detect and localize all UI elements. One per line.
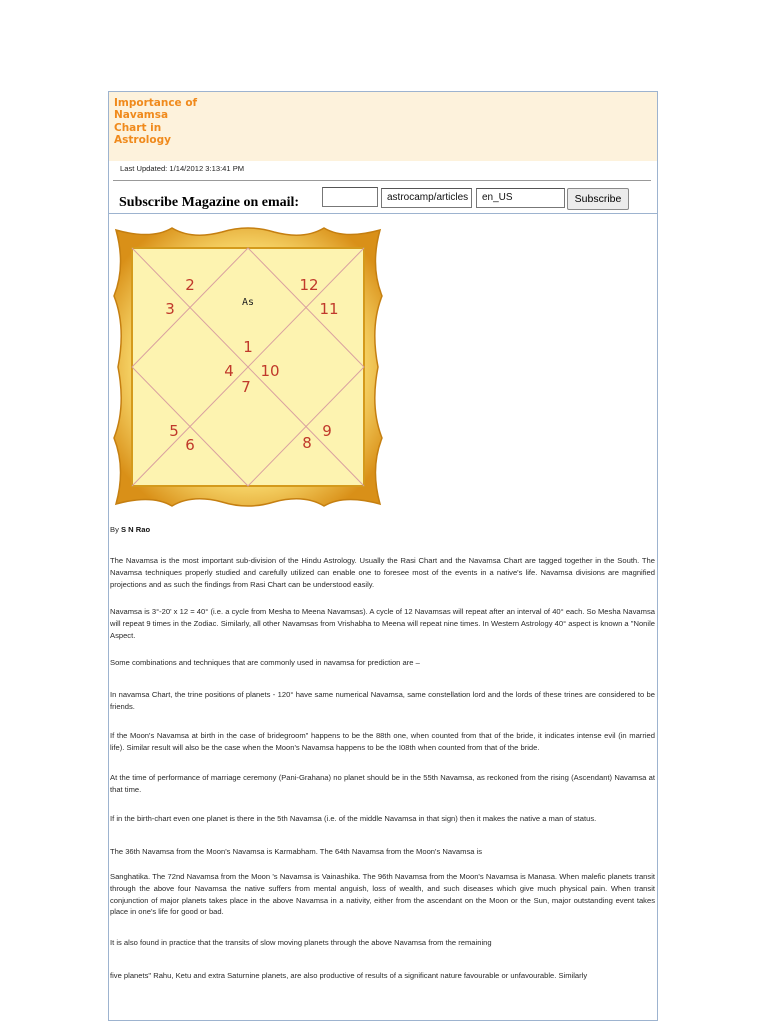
last-updated: Last Updated: 1/14/2012 3:13:41 PM (120, 164, 245, 173)
house-number-2: 2 (185, 276, 195, 294)
paragraph: The 36th Navamsa from the Moon's Navamsa is Karmabham. The 64th Navamsa from the Moon's Navamsa is (110, 847, 483, 856)
house-number-9: 9 (322, 422, 332, 440)
house-number-11: 11 (319, 300, 339, 318)
house-number-12: 12 (299, 276, 319, 294)
paragraph: If the Moon's Navamsa at birth in the case of bridegroom" happens to be the 88th one, when counted from that of the bride, it indicates intense evil (in married life). Similar result will also be the case when the Moon's Navamsa happens to be the I08th when counted from that of the bride. (110, 731, 655, 752)
house-number-5: 5 (169, 422, 179, 440)
navamsa-chart (112, 226, 384, 508)
house-number-4: 4 (224, 362, 234, 380)
house-number-7: 7 (241, 378, 251, 396)
house-number-1: 1 (243, 338, 253, 356)
ascendant-label: As (241, 297, 255, 308)
house-number-10: 10 (260, 362, 280, 380)
paragraph: If in the birth-chart even one planet is there in the 5th Navamsa (i.e. of the middle Navamsa in that sign) then it makes the native a man of status. (110, 814, 597, 823)
byline-prefix: By (110, 525, 121, 534)
paragraph: Navamsa is 3°-20' x 12 = 40° (i.e. a cycle from Mesha to Meena Navamsas). A cycle of 12 Navamsas will repeat after an interval of 40° each. So Mesha Navamsa will repeat 9 times in the Zodiac. Similarly, all other Navamsas from Vrishabha to Meena will repeat nine times. In Western Astrology 40° aspect is known a "Nonile Aspect. (110, 607, 655, 640)
paragraph: In navamsa Chart, the trine positions of planets - 120° have same numerical Navamsa, same constellation lord and the lords of these trines are considered to be friends. (110, 690, 655, 711)
paragraph: It is also found in practice that the transits of slow moving planets through the above Navamsa from the remaining (110, 938, 492, 947)
source-field[interactable]: astrocamp/articles (381, 188, 472, 208)
paragraph: The Navamsa is the most important sub-division of the Hindu Astrology. Usually the Rasi Chart and the Navamsa Chart are tagged together in the South. The Navamsa techniques properly studied and carefully utilized can enable one to foresee most of the events in a native's life. Navamsa divisions are magnified projections and as such the findings from Rasi Chart can be understood easily. (110, 556, 655, 589)
paragraph: Sanghatika. The 72nd Navamsa from the Moon 's Navamsa is Vainashika. The 96th Navamsa from the Moon's Navamsa is Manasa. When malefic planets transit through the above four Navamsa the native suffers from mental anguish, loss of wealth, and such diseases which give much physical pain. When transit conjunction of major planets takes place in the above Navamsa in a nativity, either from the ascendant on the Moon or the Sun, major outstanding event takes place in one's life for good or bad. (110, 872, 655, 917)
house-number-8: 8 (302, 434, 312, 452)
house-number-3: 3 (165, 300, 175, 318)
email-field[interactable] (322, 187, 378, 207)
title-band (109, 92, 657, 161)
article-panel (108, 91, 658, 1021)
divider (109, 213, 657, 214)
divider (113, 180, 651, 181)
article-title: Importance of Navamsa Chart in Astrology (114, 97, 198, 146)
paragraph: Some combinations and techniques that are commonly used in navamsa for prediction are – (110, 658, 420, 667)
house-number-6: 6 (185, 436, 195, 454)
paragraph: At the time of performance of marriage ceremony (Pani-Grahana) no planet should be in the 55th Navamsa, as reckoned from the rising (Ascendant) Navamsa at that time. (110, 773, 655, 794)
language-field[interactable]: en_US (476, 188, 565, 208)
author-name: S N Rao (120, 525, 151, 534)
subscribe-button[interactable]: Subscribe (567, 188, 629, 210)
byline (110, 524, 655, 536)
paragraph: five planets" Rahu, Ketu and extra Saturnine planets, are also productive of results of a significant nature favourable or unfavourable. Similarly (110, 971, 588, 980)
subscribe-label: Subscribe Magazine on email: (119, 195, 300, 210)
